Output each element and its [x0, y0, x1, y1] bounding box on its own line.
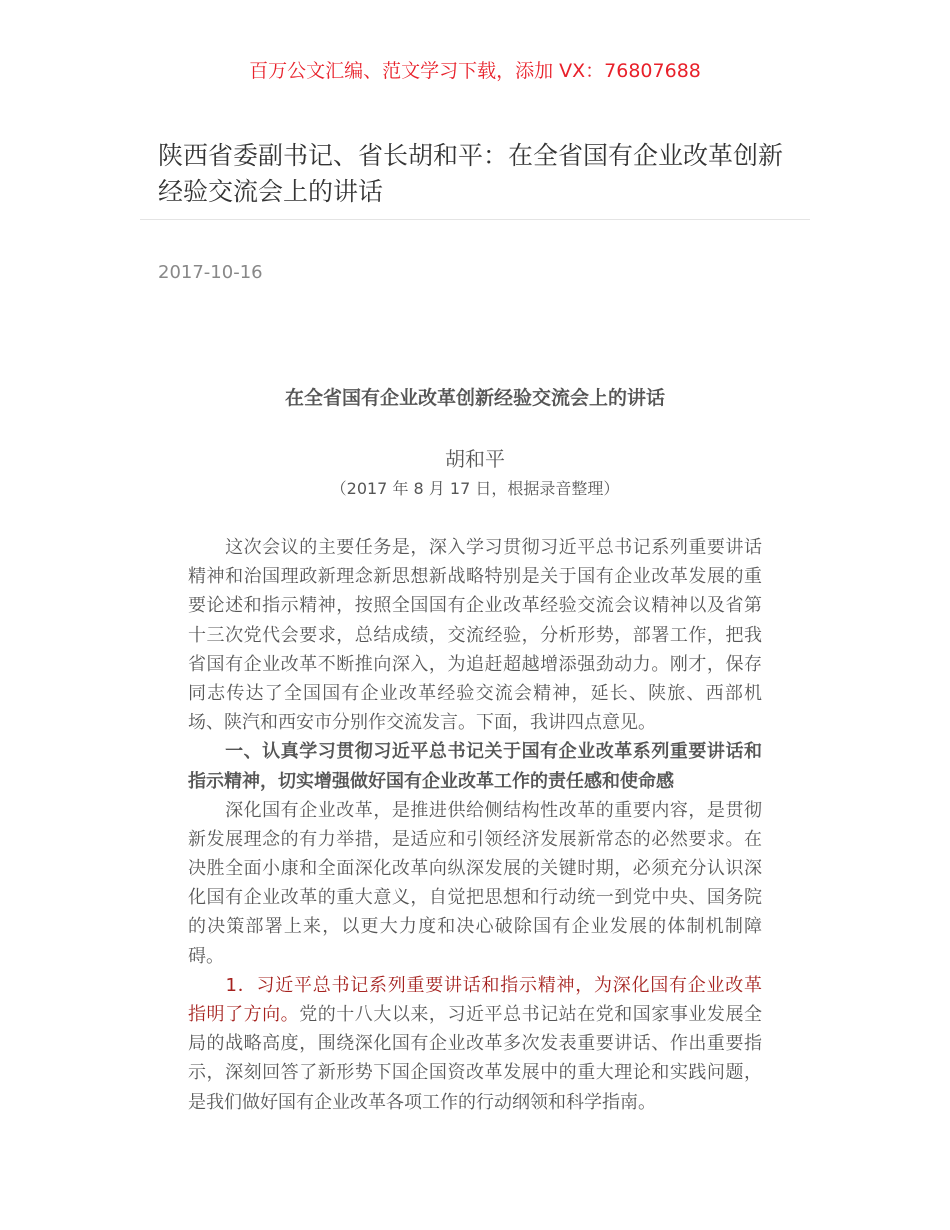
text-segment: 省国有企业改革不断推向深入，为追赶超越增添强劲动力。刚才，保存 [188, 653, 762, 675]
article-body [188, 533, 762, 1117]
body-line [188, 912, 762, 941]
body-line [188, 737, 762, 766]
text-segment: 指明了方向。 [188, 1004, 300, 1025]
body-line [188, 591, 762, 620]
speech-author: 胡和平 [445, 447, 505, 471]
article-title: 陕西省委副书记、省长胡和平：在全省国有企业改革创新经验交流会上的讲话 [158, 141, 784, 206]
body-line [188, 854, 762, 883]
text-segment: 新发展理念的有力举措，是适应和引领经济发展新常态的必然要求。在 [188, 828, 762, 850]
text-segment: 一、认真学习贯彻习近平总书记关于国有企业改革系列重要讲话和 [188, 741, 762, 763]
promo-banner: 百万公文汇编、范文学习下载，添加 VX：76807688 [249, 60, 701, 82]
body-line [188, 883, 762, 912]
text-segment: 1．习近平总书记系列重要讲话和指示精神，为深化国有企业改革 [188, 974, 762, 996]
publish-date: 2017-10-16 [158, 262, 263, 283]
body-line [188, 1000, 762, 1029]
speech-date-note: （2017 年 8 月 17 日，根据录音整理） [330, 479, 620, 498]
text-segment: 同志传达了全国国有企业改革经验交流会精神，延长、陕旅、西部机 [188, 682, 762, 704]
body-line [188, 708, 762, 737]
text-segment: 是我们做好国有企业改革各项工作的行动纲领和科学指南。 [188, 1091, 656, 1113]
text-segment: 的决策部署上来，以更大力度和决心破除国有企业发展的体制机制障 [188, 916, 762, 938]
body-line [188, 562, 762, 591]
text-segment: 要论述和指示精神，按照全国国有企业改革经验交流会议精神以及省第 [188, 595, 762, 617]
text-segment: 场、陕汽和西安市分别作交流发言。下面，我讲四点意见。 [188, 712, 656, 734]
text-segment: 局的战略高度，围绕深化国有企业改革多次发表重要讲话、作出重要指 [188, 1033, 762, 1055]
text-segment: 这次会议的主要任务是，深入学习贯彻习近平总书记系列重要讲话 [188, 537, 762, 558]
body-line [188, 942, 762, 971]
text-segment: 党的十八大以来，习近平总书记站在党和国家事业发展全 [299, 1004, 763, 1025]
text-segment: 精神和治国理政新理念新思想新战略特别是关于国有企业改革发展的重 [188, 566, 762, 588]
body-line [188, 971, 762, 1000]
title-divider [140, 219, 810, 220]
body-line [188, 650, 762, 679]
body-line [188, 679, 762, 708]
body-line [188, 767, 762, 796]
text-segment: 化国有企业改革的重大意义，自觉把思想和行动统一到党中央、国务院 [188, 887, 762, 909]
body-line [188, 825, 762, 854]
speech-heading: 在全省国有企业改革创新经验交流会上的讲话 [284, 387, 665, 409]
text-segment: 深化国有企业改革，是推进供给侧结构性改革的重要内容，是贯彻 [188, 799, 762, 821]
text-segment: 十三次党代会要求，总结成绩，交流经验，分析形势，部署工作，把我 [188, 624, 762, 646]
body-line [188, 621, 762, 650]
text-segment: 指示精神，切实增强做好国有企业改革工作的责任感和使命感 [188, 770, 674, 792]
body-line [188, 1058, 762, 1087]
text-segment: 碍。 [188, 945, 224, 967]
body-line [188, 1088, 762, 1117]
body-line [188, 796, 762, 825]
body-line [188, 1029, 762, 1058]
text-segment: 决胜全面小康和全面深化改革向纵深发展的关键时期，必须充分认识深 [188, 858, 762, 880]
text-segment: 示，深刻回答了新形势下国企国资改革发展中的重大理论和实践问题， [188, 1062, 762, 1084]
body-line [188, 533, 762, 562]
